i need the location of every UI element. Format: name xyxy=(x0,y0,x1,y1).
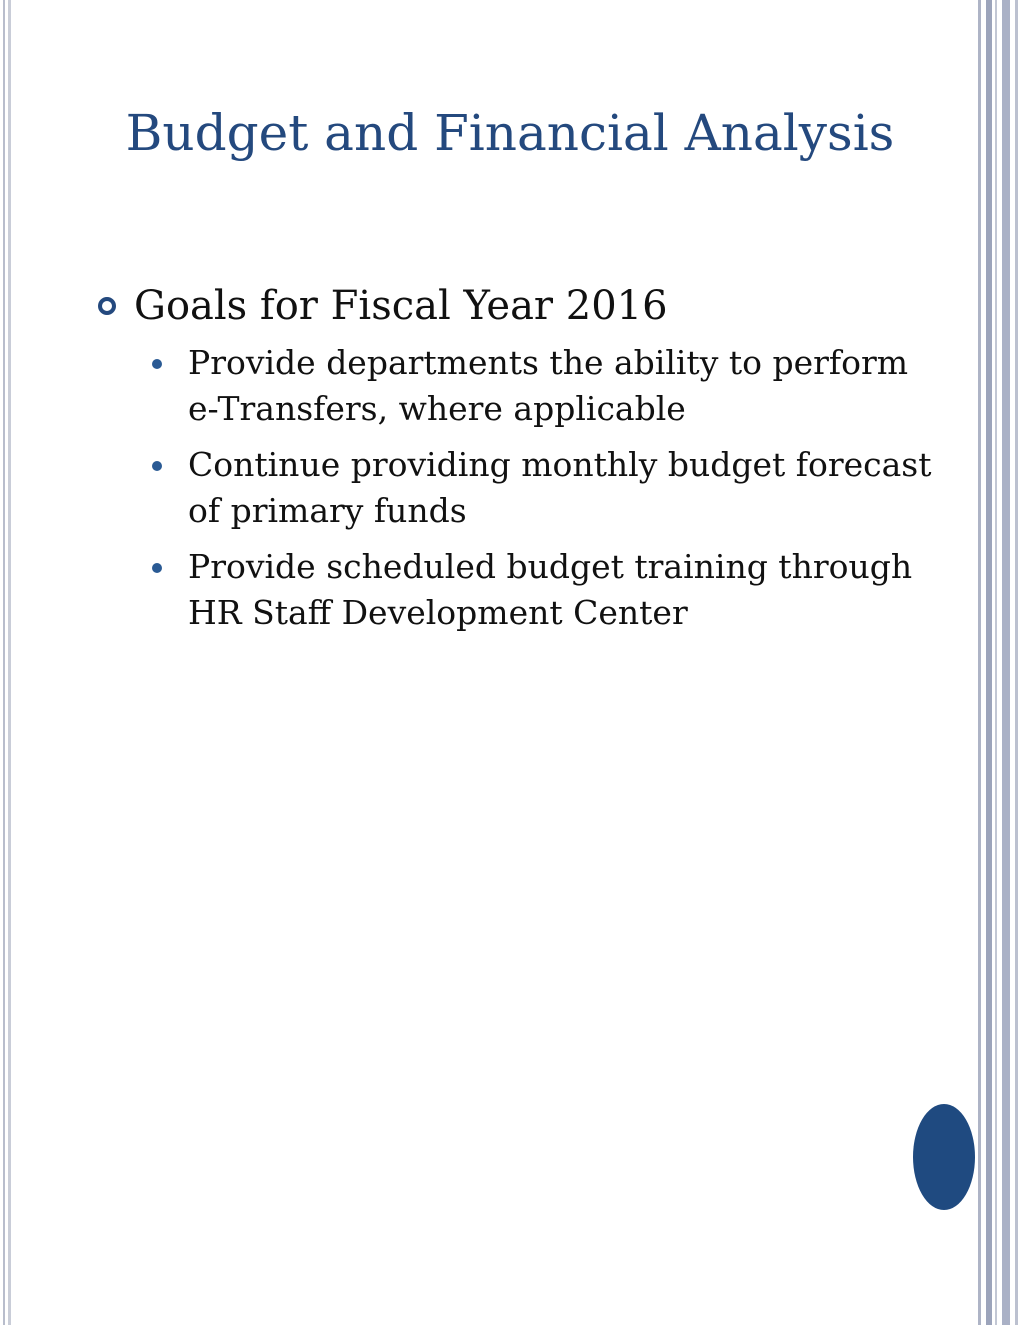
slide-title: Budget and Financial Analysis xyxy=(125,104,895,162)
right-border-bar xyxy=(1002,0,1010,1325)
dot-bullet-icon xyxy=(152,563,162,573)
right-border-bar xyxy=(1015,0,1018,1325)
left-border-line xyxy=(8,0,11,1325)
goal-text: Provide departments the ability to perform e-Transfers, where applicable xyxy=(188,343,909,428)
goals-heading: Goals for Fiscal Year 2016 xyxy=(134,283,668,329)
ring-bullet-icon xyxy=(98,297,116,315)
goal-item xyxy=(96,340,946,432)
goal-item xyxy=(96,544,946,636)
goal-text: Continue providing monthly budget forecast of primary funds xyxy=(188,445,932,530)
dot-bullet-icon xyxy=(152,461,162,471)
decorative-oval xyxy=(913,1104,975,1210)
slide-content xyxy=(96,280,946,646)
right-border-bar xyxy=(986,0,992,1325)
goals-heading-item xyxy=(96,280,946,332)
goal-item xyxy=(96,442,946,534)
goal-text: Provide scheduled budget training through HR Staff Development Center xyxy=(188,547,913,632)
right-border-bar xyxy=(978,0,981,1325)
left-border-line xyxy=(3,0,5,1325)
right-border-bar xyxy=(995,0,997,1325)
dot-bullet-icon xyxy=(152,359,162,369)
